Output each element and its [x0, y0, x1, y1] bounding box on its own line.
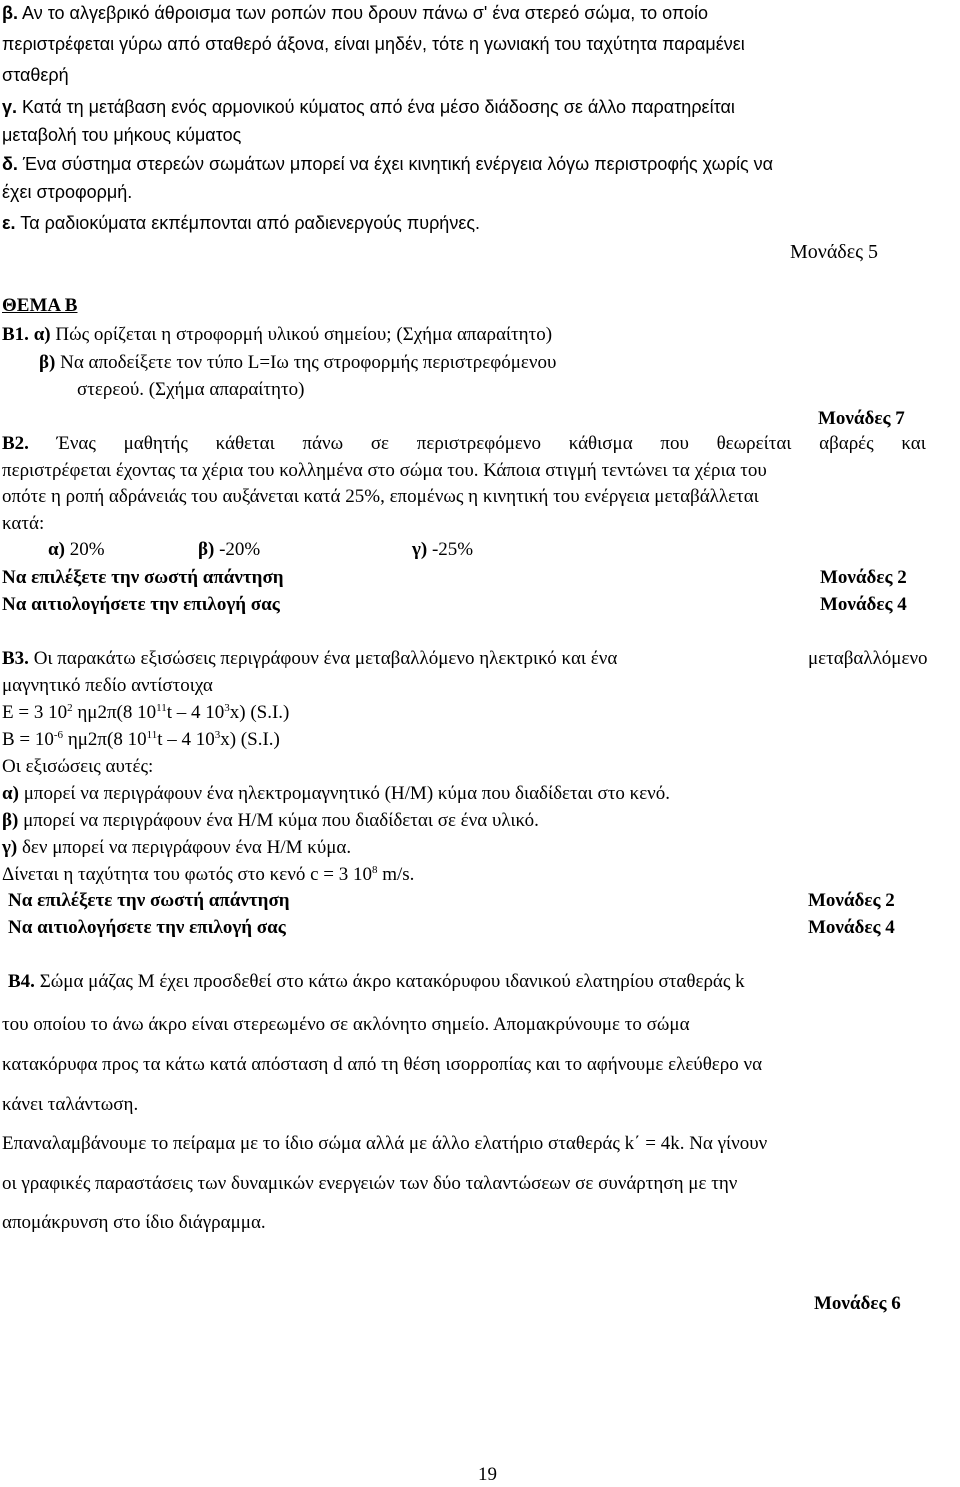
b3-line1: Β3. Οι παρακάτω εξισώσεις περιγράφουν ένα μεταβαλλόμενο ηλεκτρικό και ένα: [2, 648, 618, 669]
item-beta-line3: σταθερή: [2, 65, 69, 85]
part-a-marks: Μονάδες 5: [790, 241, 879, 263]
item-beta-line1: β. Αν το αλγεβρικό άθροισμα των ροπών που δρουν πάνω σ' ένα στερεό σώμα, το οποίο: [2, 3, 709, 23]
b1-question-b: β) Να αποδείξετε τον τύπο L=Iω της στροφορμής περιστρεφόμενου: [39, 352, 557, 373]
page-number: 19: [478, 1464, 497, 1485]
theme-b-heading: ΘΕΜΑ Β: [2, 295, 78, 316]
b2-option-c: γ) -25%: [412, 539, 474, 560]
b3-equation-e: E = 3 $10^2$ ημ2π(8 $10^{11}t - 4$ $10^3x$) (S.I.): [2, 702, 290, 723]
b3-justify-marks: Μονάδες 4: [808, 917, 895, 938]
b3-choose-marks: Μονάδες 2: [808, 890, 895, 911]
b4-line4: κάνει ταλάντωση.: [2, 1094, 139, 1115]
item-delta-line2: έχει στροφορμή.: [2, 182, 133, 202]
b3-intro: Οι εξισώσεις αυτές:: [2, 756, 154, 777]
b2-option-b: β) -20%: [198, 539, 261, 560]
b3-option-a: α) μπορεί να περιγράφουν ένα ηλεκτρομαγνητικό (Η/Μ) κύμα που διαδίδεται στο κενό.: [2, 783, 671, 804]
item-beta-line2: περιστρέφεται γύρω από σταθερό άξονα, είναι μηδέν, τότε η γωνιακή του ταχύτητα παραμένει: [2, 34, 745, 54]
b2-choose-marks: Μονάδες 2: [820, 567, 907, 588]
b1-question-b-cont: στερεού. (Σχήμα απαραίτητο): [77, 379, 305, 400]
item-delta-line1: δ. Ένα σύστημα στερεών σωμάτων μπορεί να έχει κινητική ενέργεια λόγω περιστροφής χωρίς να: [2, 154, 774, 174]
b2-choose: Να επιλέξετε την σωστή απάντηση: [2, 567, 284, 588]
b1-marks: Μονάδες 7: [818, 408, 905, 429]
b4-line7: απομάκρυνση στο ίδιο διάγραμμα.: [2, 1212, 266, 1233]
b3-line1-end: μεταβαλλόμενο: [808, 648, 928, 669]
b2-line1: Β2. Ένας μαθητής κάθεται πάνω σε περιστρεφόμενο κάθισμα που θεωρείται αβαρές και: [2, 433, 926, 454]
b2-option-a: α) 20%: [48, 539, 105, 560]
b2-justify: Να αιτιολογήσετε την επιλογή σας: [2, 594, 280, 615]
b3-given: Δίνεται η ταχύτητα του φωτός στο κενό c = 3 $10^8$ m/s.: [2, 864, 415, 885]
b1-question-a: Β1. α) Πώς ορίζεται η στροφορμή υλικού σημείου; (Σχήμα απαραίτητο): [2, 324, 553, 345]
b4-line1: Β4. Σώμα μάζας Μ έχει προσδεθεί στο κάτω άκρο κατακόρυφου ιδανικού ελατηρίου σταθεράς k: [8, 971, 745, 992]
b4-line6: οι γραφικές παραστάσεις των δυναμικών ενεργειών των δύο ταλαντώσεων σε συνάρτηση με την: [2, 1173, 738, 1194]
b4-line2: του οποίου το άνω άκρο είναι στερεωμένο σε ακλόνητο σημείο. Απομακρύνουμε το σώμα: [2, 1014, 690, 1035]
b3-justify: Να αιτιολογήσετε την επιλογή σας: [8, 917, 286, 938]
b3-option-c: γ) δεν μπορεί να περιγράφουν ένα Η/Μ κύμα.: [2, 837, 352, 858]
b3-option-b: β) μπορεί να περιγράφουν ένα Η/Μ κύμα που διαδίδεται σε ένα υλικό.: [2, 810, 539, 831]
b2-line4: κατά:: [2, 513, 45, 534]
b3-equation-b: $B = 10^{-6}$ ημ2π(8 $10^{11}t - 4$ $10^3x$) (S.I.): [2, 729, 280, 750]
item-gamma-line2: μεταβολή του μήκους κύματος: [2, 125, 242, 145]
item-epsilon-line1: ε. Τα ραδιοκύματα εκπέμπονται από ραδιενεργούς πυρήνες.: [2, 213, 481, 233]
b3-line2: μαγνητικό πεδίο αντίστοιχα: [2, 675, 213, 696]
b2-line2: περιστρέφεται έχοντας τα χέρια του κολλημένα στο σώμα του. Κάποια στιγμή τεντώνει τα χέρια του: [2, 460, 767, 481]
b4-marks: Μονάδες 6: [814, 1293, 901, 1314]
b2-justify-marks: Μονάδες 4: [820, 594, 907, 615]
b4-line3: κατακόρυφα προς τα κάτω κατά απόσταση d από τη θέση ισορροπίας και το αφήνουμε ελεύθερο να: [2, 1054, 763, 1075]
b3-choose: Να επιλέξετε την σωστή απάντηση: [8, 890, 290, 911]
b2-line3: οπότε η ροπή αδράνειάς του αυξάνεται κατά 25%, επομένως η κινητική του ενέργεια μεταβάλλεται: [2, 486, 759, 507]
b4-line5: Επαναλαμβάνουμε το πείραμα με το ίδιο σώμα αλλά με άλλο ελατήριο σταθεράς k΄ = 4k. Να γίνουν: [2, 1133, 768, 1154]
item-gamma-line1: γ. Κατά τη μετάβαση ενός αρμονικού κύματος από ένα μέσο διάδοσης σε άλλο παρατηρείται: [2, 97, 735, 117]
